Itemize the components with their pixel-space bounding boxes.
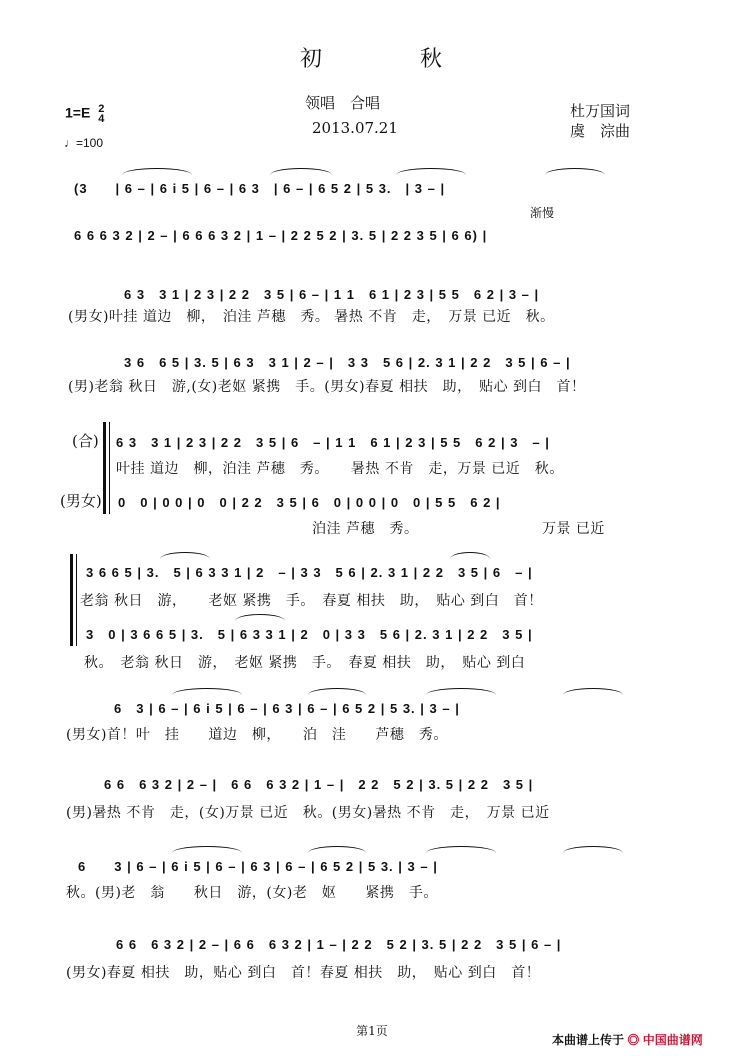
slur <box>160 552 210 559</box>
score-row-10-lyrics: (男)暑热 不肯 走，(女)万景 已近 秋。(男女)暑热 不肯 走， 万景 已近 <box>66 805 550 821</box>
date: 2013.07.21 <box>312 119 398 137</box>
upload-note <box>552 1031 703 1048</box>
upload-note-text: 本曲谱上传于 <box>552 1033 625 1047</box>
score-row-12-notes: 6 6 6 3 2 | 2 – | 6 6 6 3 2 | 1 – | 2 2 5 2 | 3. 5 | 2 2 3 5 | 6 – | <box>116 937 562 952</box>
slur <box>426 846 496 853</box>
composer-credit: 虞 淙曲 <box>570 122 631 140</box>
score-row-3-notes: 6 3 3 1 | 2 3 | 2 2 3 5 | 6 – | 1 1 6 1 | 2 3 | 5 5 6 2 | 3 – | <box>124 287 540 302</box>
tempo-marking: ♩=100 <box>64 136 104 150</box>
score-row-12-lyrics: (男女)春夏 相扶 助，贴心 到白 首！春夏 相扶 助， 贴心 到白 首！ <box>66 965 541 981</box>
slur <box>563 688 623 695</box>
performance-type: 领唱 合唱 <box>305 94 381 112</box>
site-logo-text: 中国曲谱网 <box>642 1033 703 1047</box>
slur <box>122 168 192 175</box>
slur <box>450 552 490 559</box>
score-row-11-lyrics: 秋。(男)老 翁 秋日 游，(女)老 妪 紧携 手。 <box>66 885 438 901</box>
score-row-7-lyrics: 老翁 秋日 游， 老妪 紧携 手。 春夏 相扶 助， 贴心 到白 首！ <box>80 593 543 609</box>
slur <box>563 846 623 853</box>
score-row-9-notes: 6 3 | 6 – | 6 i 5 | 6 – | 6 3 | 6 – | 6 5 2 | 5 3. | 3 – | <box>114 701 460 716</box>
score-row-6-notes: 0 0 | 0 0 | 0 0 | 2 2 3 5 | 6 0 | 0 0 | 0 0 | 5 5 6 2 | <box>118 495 501 510</box>
part-label-chorus: (合) <box>72 432 99 450</box>
slur <box>172 688 242 695</box>
score-row-4-notes: 3 6 6 5 | 3. 5 | 6 3 3 1 | 2 – | 3 3 5 6 | 2. 3 1 | 2 2 3 5 | 6 – | <box>124 355 571 370</box>
part-label-men-women: (男女) <box>60 492 102 510</box>
key-signature <box>65 104 104 124</box>
score-row-5-lyrics: 叶挂 道边 柳，泊洼 芦穗 秀。 暑热 不肯 走，万景 已近 秋。 <box>116 461 564 477</box>
slur <box>308 688 366 695</box>
time-sig-denominator: 4 <box>98 113 105 125</box>
score-row-10-notes: 6 6 6 3 2 | 2 – | 6 6 6 3 2 | 1 – | 2 2 5 2 | 3. 5 | 2 2 3 5 | <box>104 777 534 792</box>
score-row-4-lyrics: (男)老翁 秋日 游,(女)老妪 紧携 手。(男女)春夏 相扶 助， 贴心 到白 首！ <box>68 379 586 395</box>
slur <box>308 846 366 853</box>
choir-bracket-line <box>76 554 77 646</box>
choir-bracket <box>70 554 73 646</box>
score-row-8-notes: 3 0 | 3 6 6 5 | 3. 5 | 6 3 3 1 | 2 0 | 3 3 5 6 | 2. 3 1 | 2 2 3 5 | <box>86 627 533 642</box>
choir-bracket <box>103 422 106 514</box>
slur <box>235 614 285 621</box>
song-title: 初 秋 <box>299 47 444 72</box>
time-signature <box>98 104 104 124</box>
key-label: 1=E <box>65 104 91 121</box>
slur <box>172 846 242 853</box>
slur <box>270 168 332 175</box>
score-row-2-notes: 6 6 6 3 2 | 2 – | 6 6 6 3 2 | 1 – | 2 2 5 2 | 3. 5 | 2 2 3 5 | 6 6) | <box>74 228 488 243</box>
slur <box>545 168 605 175</box>
expression-mark: 渐慢 <box>530 206 555 220</box>
choir-bracket-line <box>109 422 110 514</box>
score-row-7-notes: 3 6 6 5 | 3. 5 | 6 3 3 1 | 2 – | 3 3 5 6 | 2. 3 1 | 2 2 3 5 | 6 – | <box>86 565 533 580</box>
score-row-1-notes: (3 | 6 – | 6 i 5 | 6 – | 6 3 | 6 – | 6 5 2 | 5 3. | 3 – | <box>74 181 446 196</box>
slur <box>426 688 496 695</box>
score-row-3-lyrics: (男女)叶挂 道边 柳， 泊洼 芦穗 秀。 暑热 不肯 走， 万景 已近 秋。 <box>68 309 555 325</box>
time-sig-numerator: 2 <box>98 103 105 115</box>
slur <box>396 168 466 175</box>
score-row-5-notes: 6 3 3 1 | 2 3 | 2 2 3 5 | 6 – | 1 1 6 1 | 2 3 | 5 5 6 2 | 3 – | <box>116 435 550 450</box>
lyricist-credit: 杜万国词 <box>570 102 631 120</box>
site-logo-icon: ◎ <box>627 1033 640 1047</box>
score-row-6-lyrics: 泊洼 芦穗 秀。 万景 已近 <box>312 521 605 537</box>
score-row-11-notes: 6 3 | 6 – | 6 i 5 | 6 – | 6 3 | 6 – | 6 5 2 | 5 3. | 3 – | <box>78 859 438 874</box>
score-row-9-lyrics: (男女)首！叶 挂 道边 柳， 泊 洼 芦穗 秀。 <box>66 727 448 743</box>
page-number: 第1页 <box>356 1024 388 1038</box>
score-row-8-lyrics: 秋。 老翁 秋日 游， 老妪 紧携 手。 春夏 相扶 助， 贴心 到白 <box>84 655 526 671</box>
